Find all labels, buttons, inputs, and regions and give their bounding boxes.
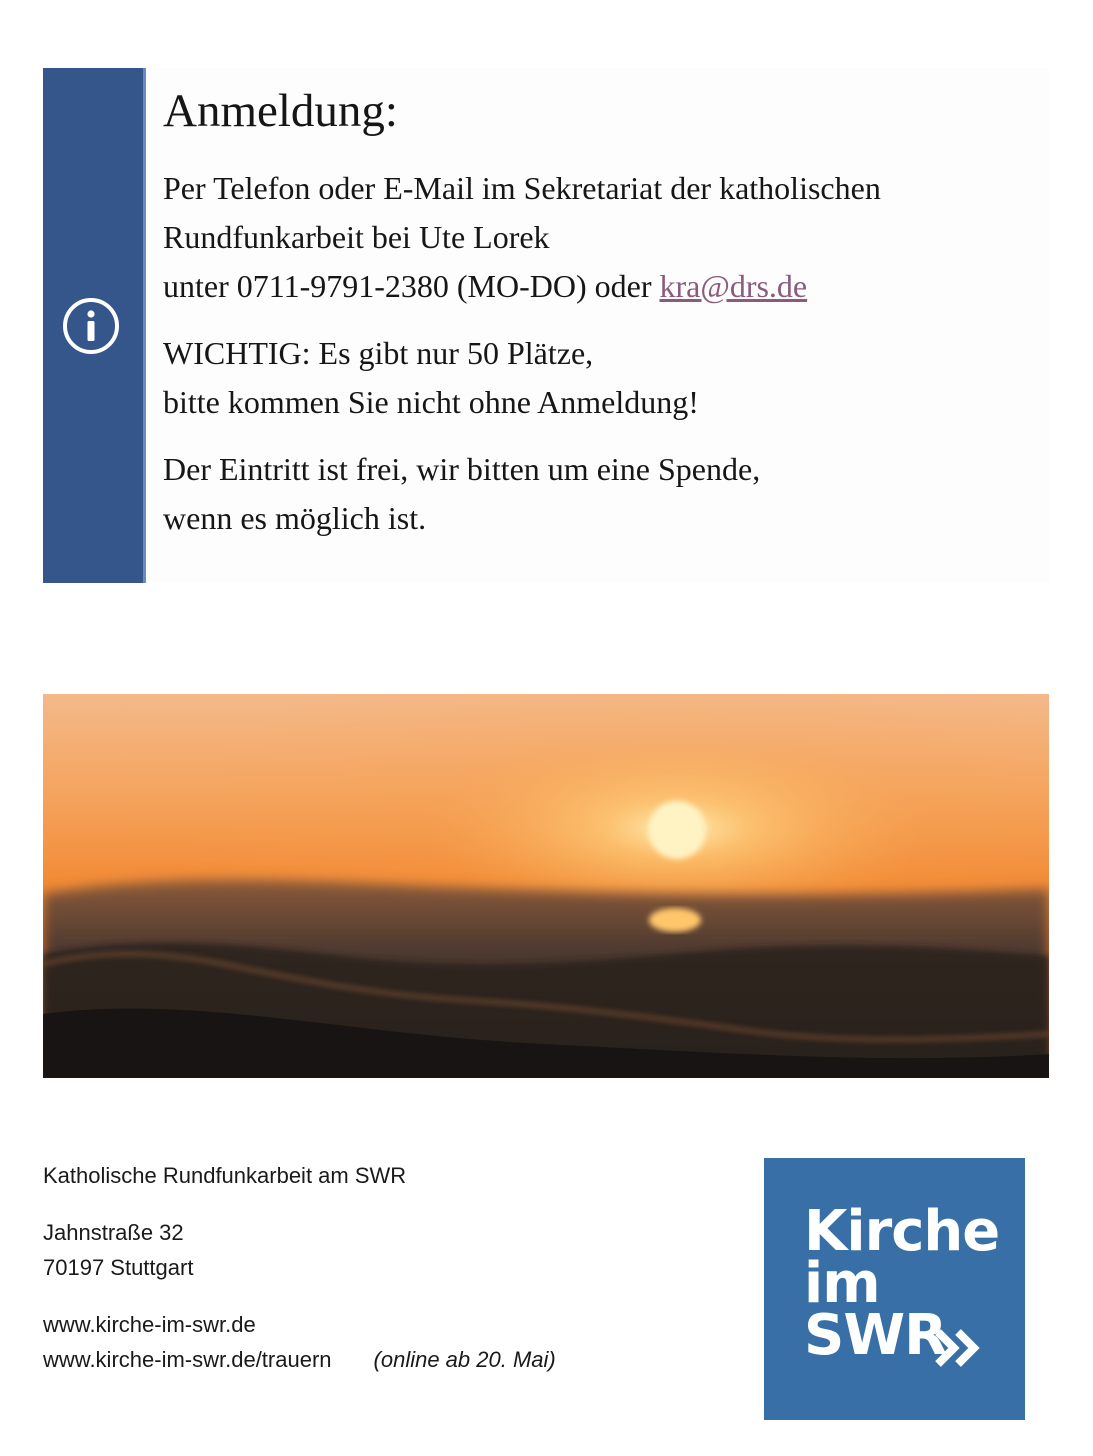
sunset-sea-photo <box>43 694 1049 1078</box>
registration-info-box <box>43 68 1049 583</box>
admission-paragraph <box>163 445 1023 543</box>
email-link[interactable]: kra@drs.de <box>659 267 808 304</box>
logo-line-im: im <box>804 1251 880 1316</box>
important-line: WICHTIG: Es gibt nur 50 Plätze, <box>163 334 594 371</box>
info-icon <box>61 296 121 356</box>
website-trauern-link[interactable]: www.kirche-im-swr.de/trauern <box>43 1347 332 1372</box>
contact-line: Rundfunkarbeit bei Ute Lorek <box>163 218 550 255</box>
logo-line-swr: SWR <box>804 1303 947 1368</box>
info-content <box>163 86 1023 561</box>
address-street: Jahnstraße 32 <box>43 1220 184 1245</box>
important-paragraph <box>163 329 1023 427</box>
admission-line: wenn es möglich ist. <box>163 499 427 536</box>
logo-line-kirche: Kirche <box>804 1199 1000 1264</box>
double-chevron-right-icon <box>934 1328 980 1368</box>
website-link[interactable]: www.kirche-im-swr.de <box>43 1312 256 1337</box>
address-city: 70197 Stuttgart <box>43 1255 194 1280</box>
registration-title: Anmeldung: <box>163 85 398 137</box>
contact-phone-line <box>163 262 1023 311</box>
website-line <box>43 1342 723 1377</box>
contact-line: Per Telefon oder E-Mail im Sekretariat der katholischen <box>163 169 881 206</box>
admission-line: Der Eintritt ist frei, wir bitten um eine Spende, <box>163 450 761 487</box>
organization-name: Katholische Rundfunkarbeit am SWR <box>43 1163 407 1188</box>
important-line: bitte kommen Sie nicht ohne Anmeldung! <box>163 383 699 420</box>
contact-footer <box>43 1158 723 1399</box>
info-sidebar <box>43 68 146 583</box>
kirche-im-swr-logo <box>764 1158 1025 1420</box>
phone-text: unter 0711-9791-2380 (MO-DO) oder <box>163 267 660 304</box>
contact-paragraph <box>163 164 1023 311</box>
online-date-note: (online ab 20. Mai) <box>373 1347 556 1372</box>
